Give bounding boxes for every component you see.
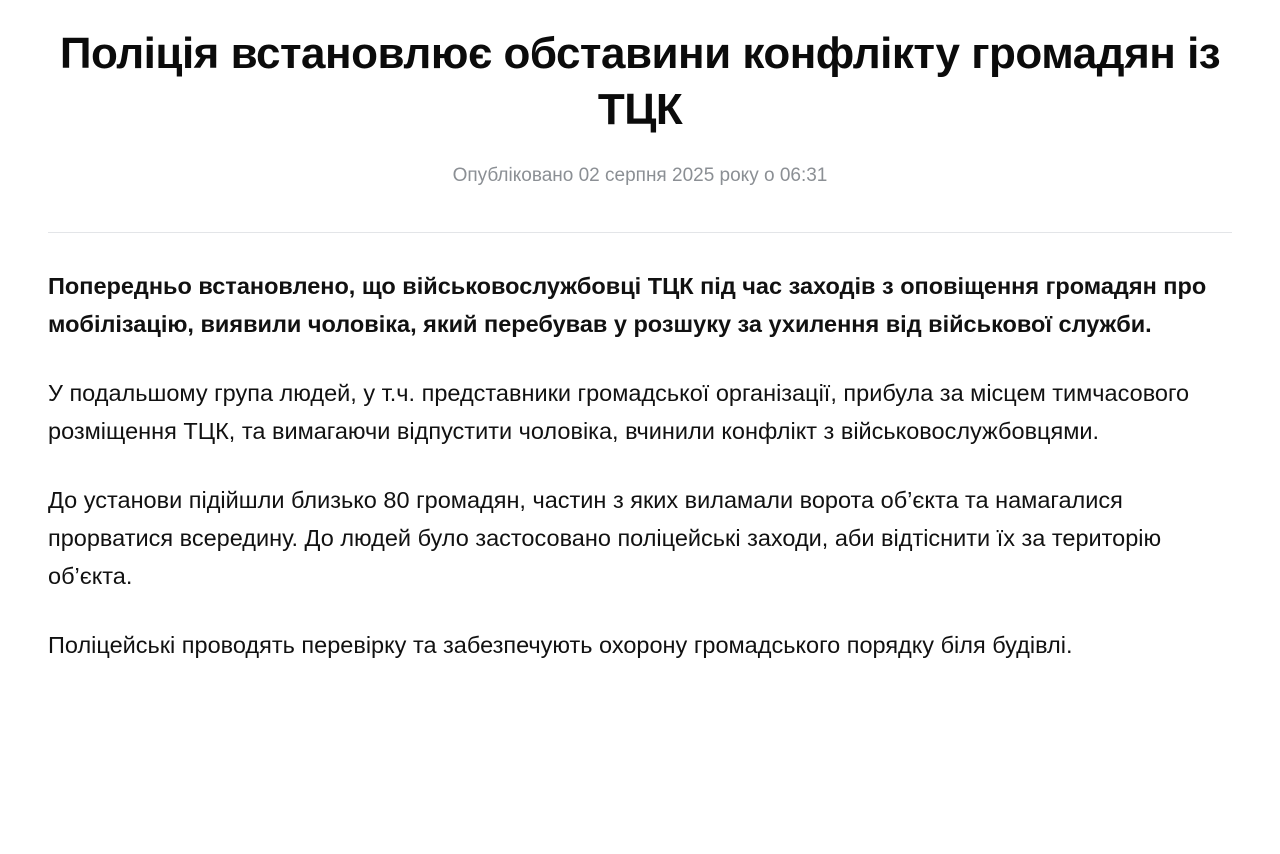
publication-timestamp: Опубліковано 02 серпня 2025 року о 06:31 (452, 164, 828, 186)
page-title: Поліція встановлює обставини конфлікту громадян із ТЦК (59, 29, 1221, 135)
header-divider (48, 232, 1232, 233)
article-body (48, 267, 1232, 665)
article-paragraph: Поліцейські проводять перевірку та забезпечують охорону громадського порядку біля будівлі. (48, 632, 1073, 659)
article-paragraph: У подальшому група людей, у т.ч. представники громадської організації, прибула за місцем тимчасового розміщення ТЦК, та вимагаючи відпустити чоловіка, вчинили конфлікт з військовослужбовцями. (48, 379, 1190, 444)
article-paragraph-lead: Попередньо встановлено, що військовослужбовці ТЦК під час заходів з оповіщення громадян про мобілізацію, виявили чоловіка, який перебував у розшуку за ухилення від військової служби. (48, 272, 1207, 337)
article-paragraph: До установи підійшли близько 80 громадян, частин з яких виламали ворота об’єкта та намагалися прорватися всередину. До людей було застосовано поліцейські заходи, аби відтіснити їх за територію об’єкта. (48, 486, 1162, 589)
